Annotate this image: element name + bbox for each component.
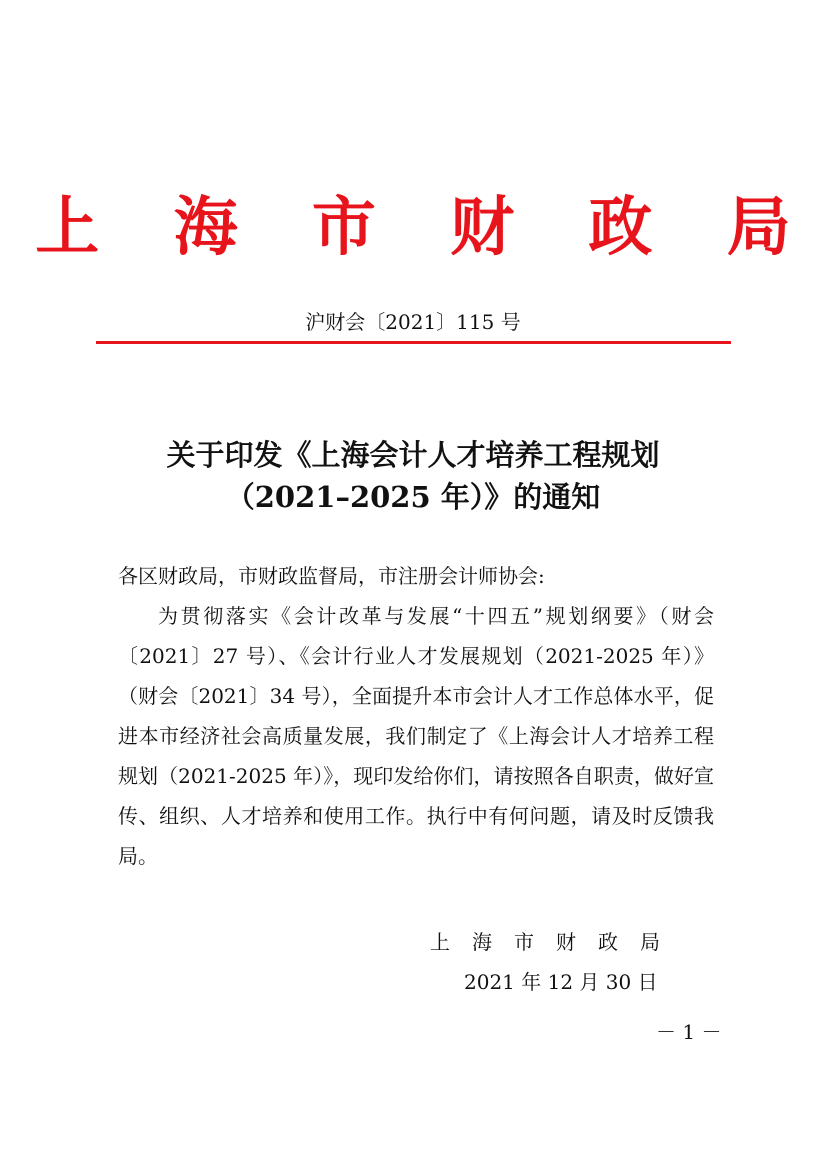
signoff-organization: 上海市财政局 xyxy=(430,930,682,954)
body-paragraph: 为贯彻落实《会计改革与发展“十四五”规划纲要》（财会〔2021〕27 号）、《会计行业人才发展规划（2021-2025 年）》（财会〔2021〕34 号），全面提升本市会计人才工作总体水平，促进本市经济社会高质量发展，我们制定了《上海会计人才培养工程规划（2021-2025 年）》，现印发给你们，请按照各自职责，做好宣传、组织、人才培养和使用工作。执行中有何问题，请及时反馈我局。 xyxy=(118,604,714,868)
salutation: 各区财政局，市财政监督局，市注册会计师协会: xyxy=(118,564,545,588)
title-line-1: 关于印发《上海会计人才培养工程规划 xyxy=(166,438,660,472)
red-divider-line xyxy=(96,341,731,344)
page-number: － 1 － xyxy=(656,1020,722,1044)
issuer-header: 上 海 市 财 政 局 xyxy=(35,190,817,265)
document-number: 沪财会〔2021〕115 号 xyxy=(305,310,521,334)
document-body xyxy=(118,556,714,876)
signoff-block xyxy=(430,924,690,1000)
signoff-date: 2021 年 12 月 30 日 xyxy=(464,970,658,994)
document-title xyxy=(60,434,766,518)
title-line-2: （2021–2025 年）》的通知 xyxy=(225,480,601,514)
